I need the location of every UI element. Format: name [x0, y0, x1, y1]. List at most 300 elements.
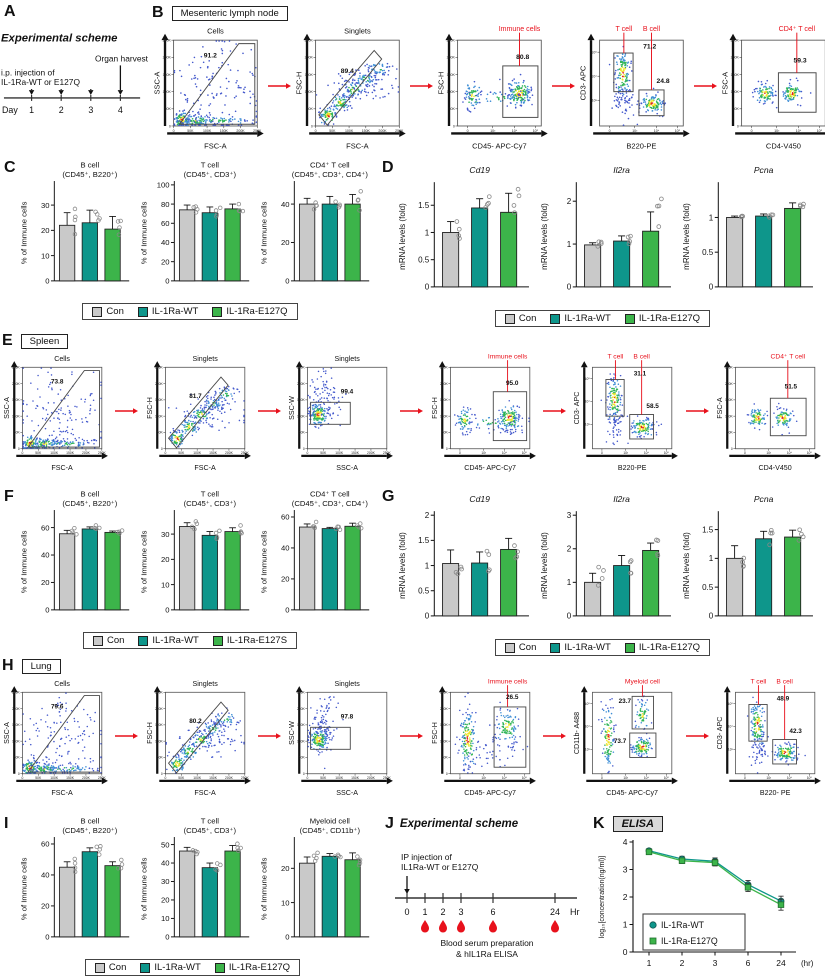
chart-subtitle: (CD45⁺, CD3⁺): [183, 826, 237, 836]
flow-plot-cd4-t-cell: [713, 351, 825, 477]
bar-con: [299, 204, 314, 281]
svg-text:2: 2: [424, 511, 430, 521]
gate-percentage: 58.5: [646, 403, 660, 411]
x-tick-label: 1: [646, 958, 652, 968]
bar-il-1ra-e127q: [345, 860, 360, 937]
y-axis-label: % of Immune cells: [139, 530, 149, 594]
gate-percentage: 89.4: [340, 67, 354, 75]
data-point: [457, 227, 461, 231]
y-axis-label: % of Immune cells: [139, 201, 149, 265]
y-axis-label: CD11b- A488: [573, 711, 582, 755]
bar-il-1ra-e127q: [501, 212, 517, 287]
bar-con: [443, 564, 459, 616]
bar-chart-myeloid-cell: [254, 814, 374, 958]
legend-label: Con: [518, 313, 537, 325]
scheme-title: Experimental scheme: [0, 32, 118, 45]
svg-text:250K: 250K: [154, 690, 163, 695]
svg-text:0: 0: [165, 605, 170, 615]
x-axis-label: SSC-A: [336, 789, 359, 798]
bar-con: [299, 527, 314, 610]
panel-letter-f: F: [4, 488, 14, 505]
organ-tag-mesenteric-lymph-node: Mesenteric lymph node: [172, 6, 288, 21]
flow-plot-title: Singlets: [192, 355, 218, 364]
blood-drop-icon: [457, 920, 465, 933]
bar-il-1ra-wt: [322, 856, 337, 937]
chart-title: Pcna: [753, 165, 774, 176]
svg-text:150K: 150K: [297, 398, 305, 403]
svg-text:50K: 50K: [156, 755, 163, 760]
y-axis-label: FSC-H: [145, 397, 154, 419]
svg-text:100K: 100K: [297, 414, 305, 419]
bar-chart-t-cell: [134, 814, 254, 958]
svg-text:250K: 250K: [240, 776, 249, 781]
x-axis-label: FSC-A: [194, 789, 216, 798]
panel-b: [150, 0, 825, 158]
svg-text:100K: 100K: [202, 128, 212, 133]
timepoint-label: 1: [422, 907, 428, 917]
data-point: [597, 565, 601, 569]
svg-text:50K: 50K: [164, 107, 171, 112]
gate-percentage: 99.4: [340, 388, 354, 396]
chart-subtitle: (CD45⁺, CD3⁺, CD4⁺): [291, 499, 368, 509]
bar-il-1ra-e127q: [643, 550, 659, 615]
y-axis-label: SSC-A: [152, 71, 162, 95]
svg-text:10³: 10³: [766, 451, 772, 456]
data-point: [659, 197, 663, 201]
y-axis-label: FSC-H: [145, 722, 154, 744]
bar-chart-cd4-t-cell: [254, 158, 374, 302]
x-axis-label: CD45- APC-Cy7: [606, 789, 659, 798]
flow-plot-immune-cells: [428, 351, 540, 477]
flow-plot-unit: [428, 676, 540, 807]
bar-con: [59, 867, 74, 937]
bar-chart-cd4-t-cell: [254, 487, 374, 631]
svg-text:80: 80: [160, 199, 170, 209]
panel-letter-j: J: [385, 815, 394, 832]
svg-text:10⁵: 10⁵: [585, 376, 591, 381]
panel-letter-d: D: [382, 159, 394, 176]
svg-text:200K: 200K: [11, 706, 20, 711]
y-axis-label: FSC-H: [294, 71, 304, 95]
gate-annotation-label: T cell: [607, 353, 624, 361]
panel-letter-c: C: [4, 159, 16, 176]
bar-il-1ra-wt: [472, 563, 488, 616]
svg-text:40: 40: [160, 238, 170, 248]
blood-drop-icon: [439, 920, 447, 933]
flow-plot-unit: [434, 23, 552, 161]
legend-item-il-1ra-wt: [138, 635, 198, 646]
flow-plot-title: Singlets: [344, 26, 371, 36]
bar-con: [585, 245, 601, 287]
timepoint-label: 2: [440, 907, 446, 917]
svg-text:250K: 250K: [297, 365, 305, 370]
svg-text:150K: 150K: [162, 72, 171, 77]
charts-i: [14, 814, 385, 958]
svg-text:10³: 10³: [585, 422, 591, 427]
x-axis-label: FSC-A: [204, 141, 227, 151]
gate-percentage: 80.2: [188, 718, 202, 726]
svg-text:10⁵: 10⁵: [591, 50, 597, 55]
svg-text:150K: 150K: [724, 398, 733, 403]
panel-letter-h: H: [2, 657, 14, 674]
svg-text:10⁴: 10⁴: [653, 128, 660, 133]
y-axis-label: SSC-W: [288, 721, 297, 745]
flow-plot-unit: [718, 23, 825, 161]
svg-text:2: 2: [566, 544, 572, 554]
legend-item-il-1ra-e127q: [212, 306, 287, 317]
day-number: 1: [29, 104, 35, 115]
svg-text:1: 1: [566, 578, 572, 588]
svg-text:250K: 250K: [383, 451, 391, 456]
bar-il-1ra-wt: [322, 529, 337, 610]
data-point: [214, 209, 218, 213]
y-axis-label: mRNA levels (fold): [682, 203, 692, 270]
svg-text:10⁴: 10⁴: [591, 74, 597, 79]
data-point: [513, 544, 517, 548]
flow-plot-unit: [713, 351, 825, 482]
y-axis-label: % of Immune cells: [19, 530, 29, 594]
panel-h: [0, 656, 825, 814]
svg-text:10⁴: 10⁴: [786, 451, 792, 456]
bar-con: [59, 534, 74, 610]
svg-text:200K: 200K: [297, 381, 305, 386]
data-point: [600, 577, 604, 581]
svg-text:200K: 200K: [224, 776, 233, 781]
data-point: [487, 195, 491, 199]
gating-arrow: [694, 81, 718, 91]
svg-text:250K: 250K: [240, 451, 249, 456]
legend-f: [0, 632, 380, 649]
legend-item-con: [95, 962, 126, 973]
legend-label: IL-1Ra-WT: [661, 920, 705, 930]
svg-text:250K: 250K: [395, 128, 404, 133]
timepoint-label: 0: [404, 907, 410, 917]
data-point: [314, 520, 318, 524]
svg-text:150K: 150K: [361, 128, 370, 133]
legend-label: IL-1Ra-E127Q: [226, 306, 288, 317]
svg-text:150K: 150K: [208, 776, 217, 781]
data-point: [512, 204, 516, 208]
flow-plot-unit: [570, 351, 682, 482]
svg-text:0: 0: [601, 451, 604, 456]
caption-line-2: & hIL1Ra ELISA: [456, 949, 518, 959]
data-point: [97, 853, 101, 857]
svg-text:0: 0: [160, 446, 163, 451]
bar-il-1ra-e127s: [225, 532, 240, 610]
svg-text:0: 0: [730, 446, 733, 451]
y-axis-label: SSC-W: [288, 396, 297, 420]
bar-con: [443, 232, 459, 286]
svg-text:200K: 200K: [154, 381, 163, 386]
gating-arrow: [112, 406, 143, 416]
y-axis-label: % of Immune cells: [259, 530, 269, 594]
svg-text:0: 0: [743, 451, 746, 456]
svg-text:50K: 50K: [13, 430, 20, 435]
svg-text:200K: 200K: [724, 381, 733, 386]
gate-percentage: 59.3: [793, 57, 807, 65]
gate-annotation-label: B cell: [633, 353, 651, 361]
svg-text:0: 0: [168, 124, 171, 129]
svg-text:0: 0: [17, 446, 20, 451]
legend-swatch: [92, 307, 102, 317]
bar-il-1ra-e127q: [785, 208, 801, 286]
svg-text:200K: 200K: [367, 451, 376, 456]
y-axis-label: % of Immune cells: [259, 857, 269, 921]
svg-text:100K: 100K: [11, 414, 20, 419]
svg-text:50K: 50K: [448, 107, 455, 112]
data-point: [239, 524, 243, 528]
svg-text:40: 40: [280, 543, 290, 553]
svg-text:40: 40: [40, 550, 50, 560]
marker-square: [679, 858, 685, 864]
panel-a: [0, 0, 150, 158]
svg-text:0: 0: [566, 611, 572, 621]
x-axis-label: B220- PE: [759, 789, 791, 798]
svg-text:200K: 200K: [162, 55, 171, 60]
svg-text:20: 20: [160, 257, 170, 267]
x-tick-label: 6: [745, 958, 751, 968]
data-point: [218, 206, 222, 210]
flow-plot-unit: [0, 676, 112, 807]
flow-plot-singlets: [292, 23, 410, 156]
flow-plot-singlets: [143, 676, 255, 802]
svg-text:250K: 250K: [446, 38, 455, 43]
x-axis-label: FSC-A: [194, 464, 216, 473]
bar-il-1ra-e127q: [105, 229, 120, 281]
injection-label-1: IP injection of: [401, 852, 452, 862]
data-point: [359, 189, 363, 193]
gate-annotation-label: CD4⁺ T cell: [778, 26, 816, 34]
marker-square: [712, 860, 718, 866]
svg-text:50K: 50K: [13, 755, 20, 760]
panel-e: [0, 331, 825, 487]
bar-il-1ra-wt: [202, 868, 217, 937]
blood-drop-icon: [551, 920, 559, 933]
flow-plot-t-cell: [576, 23, 694, 156]
svg-text:150K: 150K: [11, 398, 20, 403]
svg-text:1.5: 1.5: [418, 201, 430, 211]
legend-item-il-1ra-wt: [138, 306, 198, 317]
chart-title: CD4⁺ T cell: [310, 160, 350, 170]
svg-text:200K: 200K: [154, 706, 163, 711]
svg-text:0: 0: [452, 124, 455, 129]
svg-text:0: 0: [306, 451, 309, 456]
legend-label: IL-1Ra-E127Q: [228, 962, 291, 973]
svg-text:0: 0: [708, 611, 714, 621]
experimental-scheme-a: [0, 20, 150, 165]
svg-text:40: 40: [280, 199, 290, 209]
legend-label: Con: [518, 642, 537, 654]
legend-swatch: [213, 636, 223, 646]
gate-annotation-label: Immune cells: [487, 353, 528, 361]
svg-text:250K: 250K: [162, 38, 171, 43]
y-axis-label: CD3- APC: [573, 391, 582, 425]
panel-letter-a: A: [4, 3, 16, 20]
bar-chart-pcna: [676, 487, 818, 638]
svg-text:60: 60: [40, 523, 50, 533]
y-axis-label: % of Immune cells: [139, 857, 149, 921]
svg-text:150K: 150K: [11, 723, 20, 728]
bar-il-1ra-wt: [202, 535, 217, 610]
blood-drop-icon: [489, 920, 497, 933]
svg-text:200K: 200K: [378, 128, 387, 133]
data-point: [626, 235, 630, 239]
bar-chart-b-cell: [14, 158, 134, 302]
data-point: [487, 553, 491, 557]
gate-percentage: 24.8: [656, 78, 670, 86]
y-axis-label: FSC-H: [436, 71, 446, 95]
row-2: [0, 158, 825, 328]
bar-il-1ra-e127q: [785, 537, 801, 616]
svg-text:200K: 200K: [730, 55, 739, 60]
elisa-tag: ELISA: [613, 816, 663, 832]
row-1: [0, 0, 825, 158]
bar-il-1ra-wt: [472, 208, 488, 287]
svg-text:200K: 200K: [446, 55, 455, 60]
flow-row-lung: [0, 676, 825, 807]
panel-letter-i: I: [4, 815, 9, 832]
svg-text:150K: 150K: [219, 128, 228, 133]
svg-text:0: 0: [314, 128, 317, 133]
svg-text:200K: 200K: [224, 451, 233, 456]
svg-text:0: 0: [21, 451, 24, 456]
flow-plot-title: Cells: [54, 680, 71, 689]
hr-label: Hr: [570, 907, 580, 917]
bar-con: [179, 527, 194, 610]
y-axis-label: % of Immune cells: [19, 201, 29, 265]
gate-annotation-label: Immune cells: [487, 678, 528, 686]
flow-plot-cd4-t-cell: [718, 23, 825, 156]
y-axis-label: FSC-A: [720, 71, 730, 95]
flow-row-mesenteric-lymph-node: [150, 23, 825, 161]
svg-text:100K: 100K: [335, 451, 344, 456]
svg-text:10⁴: 10⁴: [584, 399, 591, 404]
marker-square: [646, 849, 652, 855]
svg-text:10³: 10³: [481, 451, 486, 456]
legend-item-con: [93, 635, 124, 646]
svg-text:50K: 50K: [441, 430, 448, 435]
flow-plot-singlets: [143, 351, 255, 477]
day-number: 4: [117, 104, 123, 115]
svg-text:150K: 150K: [351, 451, 360, 456]
y-axis-label: % of Immune cells: [259, 201, 269, 265]
gate-percentage: 51.5: [784, 383, 798, 391]
gate-percentage: 42.3: [789, 728, 802, 736]
x-axis-label: B220-PE: [618, 464, 647, 473]
y-axis-label: FSC-A: [716, 397, 725, 419]
data-point: [237, 202, 241, 206]
flow-plot-t-cell: [570, 351, 682, 477]
svg-text:10³: 10³: [623, 451, 629, 456]
legend-swatch: [95, 963, 105, 973]
legend-swatch: [505, 643, 515, 653]
gate-annotation-label: Myeloid cell: [625, 678, 661, 686]
svg-text:150K: 150K: [208, 451, 217, 456]
svg-text:20: 20: [160, 555, 170, 565]
flow-plot-unit: [292, 23, 410, 161]
gating-arrow: [410, 81, 434, 91]
svg-text:200K: 200K: [304, 55, 313, 60]
chart-title: T cell: [200, 816, 219, 826]
data-point: [73, 526, 77, 530]
svg-text:0: 0: [285, 605, 290, 615]
data-point: [455, 220, 459, 224]
panel-b-header: [152, 3, 825, 23]
chart-subtitle: (CD45⁺, B220⁺): [62, 170, 118, 180]
gating-arrow: [268, 81, 292, 91]
svg-text:10³: 10³: [490, 128, 496, 133]
svg-text:30: 30: [40, 200, 50, 210]
svg-text:100: 100: [156, 180, 170, 190]
panel-letter-b: B: [152, 4, 164, 21]
svg-text:150K: 150K: [439, 398, 448, 403]
bar-il-1ra-e127s: [345, 526, 360, 610]
injection-label-1: i.p. injection of: [0, 67, 55, 78]
svg-text:10: 10: [160, 580, 170, 590]
flow-plot-unit: [0, 351, 112, 482]
svg-text:20: 20: [280, 574, 290, 584]
svg-text:200K: 200K: [11, 381, 20, 386]
gate-percentage: 73.7: [614, 737, 627, 745]
bar-il-1ra-e127s: [105, 532, 120, 609]
legend-item-con: [505, 642, 536, 653]
bar-il-1ra-wt: [756, 216, 772, 287]
panel-i: [0, 814, 385, 976]
data-point: [657, 225, 661, 229]
y-axis-label: FSC-H: [430, 722, 439, 744]
legend-box: [82, 303, 297, 320]
data-point: [215, 862, 219, 866]
flow-plot-immune-cells: [434, 23, 552, 156]
bar-il-1ra-e127q: [105, 866, 120, 937]
legend-swatch: [138, 307, 148, 317]
data-point: [334, 200, 338, 204]
svg-text:250K: 250K: [97, 451, 106, 456]
flow-row-spleen: [0, 351, 825, 482]
data-point: [119, 219, 123, 223]
chart-title: Myeloid cell: [309, 816, 350, 826]
x-tick-label: 3: [712, 958, 718, 968]
legend-d: [380, 310, 825, 327]
svg-text:50K: 50K: [298, 430, 305, 435]
chart-title: T cell: [200, 160, 219, 170]
svg-text:250K: 250K: [154, 365, 163, 370]
organ-tag-lung: Lung: [22, 659, 61, 674]
flow-plot-title: Cells: [54, 355, 71, 364]
legend-item-con: [505, 313, 536, 324]
timepoint-label: 24: [549, 907, 561, 917]
data-point: [218, 529, 222, 533]
gate-percentage: 23.7: [618, 697, 632, 705]
chart-subtitle: (CD45⁺, B220⁺): [62, 826, 118, 836]
svg-text:100K: 100K: [344, 128, 354, 133]
svg-text:250K: 250K: [730, 38, 739, 43]
bar-il-1ra-wt: [202, 213, 217, 281]
svg-text:150K: 150K: [154, 723, 163, 728]
svg-text:0: 0: [164, 776, 166, 781]
panel-k: [593, 814, 825, 976]
timepoint-label: 3: [458, 907, 464, 917]
svg-text:3: 3: [566, 511, 572, 521]
svg-text:0: 0: [424, 282, 430, 292]
legend-box: [85, 959, 300, 976]
gate-annotation-label: Immune cells: [498, 26, 541, 34]
y-axis-label: mRNA levels (fold): [682, 532, 692, 599]
data-point: [602, 569, 606, 573]
legend-swatch: [212, 307, 222, 317]
svg-text:10⁵: 10⁵: [674, 128, 681, 133]
flow-plot-unit: [428, 351, 540, 482]
